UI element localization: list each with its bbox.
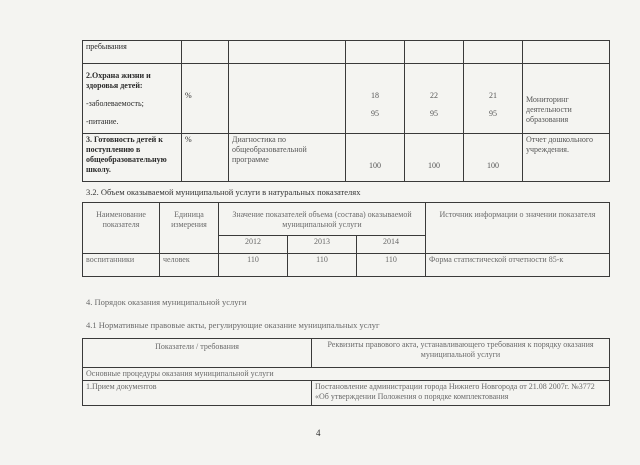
section-row: Основные процедуры оказания муниципальной услуги xyxy=(83,368,610,381)
source-cell: Мониторинг деятельности образования xyxy=(523,64,610,134)
table-row xyxy=(83,339,610,368)
row-source: Форма статистической отчетности 85-к xyxy=(426,254,610,277)
table-row xyxy=(83,203,610,236)
indicator-sub: -питание. xyxy=(86,117,119,126)
indicator-cell xyxy=(83,64,182,134)
row-name: воспитанники xyxy=(83,254,160,277)
value-cell: 100 xyxy=(464,134,523,182)
indicator-cell xyxy=(83,41,182,64)
year-header: 2013 xyxy=(288,236,357,254)
value-cell: 100 xyxy=(405,134,464,182)
value-cell: 22 95 xyxy=(405,64,464,134)
table-row xyxy=(83,368,610,381)
table-row xyxy=(83,41,610,64)
normative-acts-table xyxy=(82,338,610,406)
header-unit: Единица измерения xyxy=(160,203,219,254)
method-cell: Диагностика по общеобразовательной программе xyxy=(229,134,346,182)
table-row xyxy=(83,134,610,182)
value-cell: 21 95 xyxy=(464,64,523,134)
act-cell: Постановление администрации города Нижнего Новгорода от 21.08 2007г. №3772 «Об утверждении Положения о порядке комплектования xyxy=(312,381,610,406)
quality-indicators-table xyxy=(82,40,610,182)
section-heading-3-2: 3.2. Объем оказываемой муниципальной услуги в натуральных показателях xyxy=(86,187,361,197)
row-unit: человек xyxy=(160,254,219,277)
unit-cell: % xyxy=(182,134,229,182)
table-row xyxy=(83,64,610,134)
indicator-cell: 3. Готовность детей к поступлению в общеобразовательную школу. xyxy=(83,134,182,182)
unit-cell: % xyxy=(182,64,229,134)
table-row xyxy=(83,254,610,277)
header-name: Наименование показателя xyxy=(83,203,160,254)
header-values: Значение показателей объема (состава) оказываемой муниципальной услуги xyxy=(219,203,426,236)
value-cell: 110 xyxy=(357,254,426,277)
value-cell: 100 xyxy=(346,134,405,182)
table-row xyxy=(83,381,610,406)
page-number: 4 xyxy=(316,428,321,438)
section-heading-4: 4. Порядок оказания муниципальной услуги xyxy=(86,297,247,307)
value-cell: 110 xyxy=(219,254,288,277)
indicator-title: 2.Охрана жизни и здоровья детей: xyxy=(86,71,151,90)
header-source: Источник информации о значении показателя xyxy=(426,203,610,254)
year-header: 2014 xyxy=(357,236,426,254)
header-right: Реквизиты правового акта, устанавливающего требования к порядку оказания муниципальной услуги xyxy=(312,339,610,368)
indicator-text: пребывания xyxy=(86,42,127,51)
value-cell: 110 xyxy=(288,254,357,277)
value-cell: 18 95 xyxy=(346,64,405,134)
volume-indicators-table xyxy=(82,202,610,277)
section-heading-4-1: 4.1 Нормативные правовые акты, регулирующие оказание муниципальных услуг xyxy=(86,320,380,330)
year-header: 2012 xyxy=(219,236,288,254)
source-cell: Отчет дошкольного учреждения. xyxy=(523,134,610,182)
header-left: Показатели / требования xyxy=(83,339,312,368)
indicator-sub: -заболеваемость; xyxy=(86,99,144,108)
procedure-cell: 1.Прием документов xyxy=(83,381,312,406)
